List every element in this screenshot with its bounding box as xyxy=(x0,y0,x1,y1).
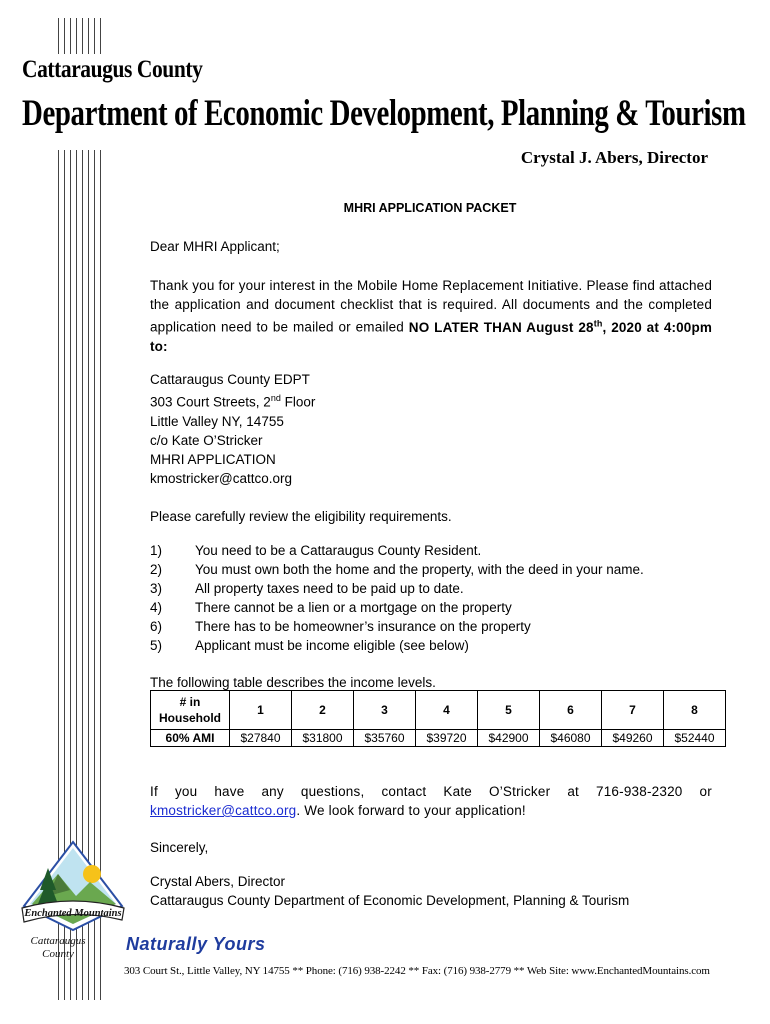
table-row xyxy=(151,730,726,747)
closing: Sincerely, xyxy=(150,840,209,855)
intro-paragraph xyxy=(150,276,712,356)
list-item: 4) There cannot be a lien or a mortgage on the property xyxy=(150,600,512,615)
department-title: Department of Economic Development, Planning & Tourism xyxy=(22,93,746,134)
mailing-address xyxy=(150,370,315,488)
list-item: 2) You must own both the home and the property, with the deed in your name. xyxy=(150,562,644,577)
table-header-cell: 8 xyxy=(664,691,726,730)
table-cell: $27840 xyxy=(230,730,292,747)
address-line: c/o Kate O’Stricker xyxy=(150,432,263,448)
table-header-row xyxy=(151,691,726,730)
address-line: Little Valley NY, 14755 xyxy=(150,413,284,429)
table-row-label: 60% AMI xyxy=(151,730,230,747)
county-name: Cattaraugus County xyxy=(22,56,203,83)
director-line: Crystal J. Abers, Director xyxy=(520,148,708,167)
table-header-cell: 6 xyxy=(540,691,602,730)
page-title: MHRI APPLICATION PACKET xyxy=(343,201,517,215)
list-item: 3) All property taxes need to be paid up to date. xyxy=(150,581,464,596)
sun-icon xyxy=(83,865,101,883)
svg-text:Enchanted Mountains: Enchanted Mountains xyxy=(24,908,122,919)
review-intro: Please carefully review the eligibility requirements. xyxy=(150,509,452,524)
list-item: 5) Applicant must be income eligible (see below) xyxy=(150,638,469,653)
questions-line: If you have any questions, contact Kate O’Stricker at 716-938-2320 or xyxy=(150,784,712,799)
table-cell: $35760 xyxy=(354,730,416,747)
table-header-cell: 5 xyxy=(478,691,540,730)
table-header-cell: 3 xyxy=(354,691,416,730)
address-line: MHRI APPLICATION xyxy=(150,451,276,467)
footer-contact: 303 Court St., Little Valley, NY 14755 ** Phone: (716) 938-2242 ** Fax: (716) 938-2779 ** Web Site: www.EnchantedMountains.com xyxy=(124,965,710,977)
table-cell: $31800 xyxy=(292,730,354,747)
tagline: Naturally Yours xyxy=(126,934,266,954)
table-cell: $39720 xyxy=(416,730,478,747)
table-cell: $52440 xyxy=(664,730,726,747)
list-item: 6) There has to be homeowner’s insurance on the property xyxy=(150,619,531,634)
contact-email-link[interactable]: kmostricker@cattco.org xyxy=(150,803,297,818)
deadline-text: NO LATER THAN August 28th, 2020 at 4:00pm to: xyxy=(150,318,712,354)
svg-text:Cattaraugus: Cattaraugus xyxy=(30,935,86,947)
table-cell: $46080 xyxy=(540,730,602,747)
income-table xyxy=(150,690,726,747)
table-cell: $42900 xyxy=(478,730,540,747)
table-header-cell: 1 xyxy=(230,691,292,730)
decorative-lines-top xyxy=(58,18,101,54)
table-intro: The following table describes the income levels. xyxy=(150,675,436,690)
table-header-cell: 7 xyxy=(602,691,664,730)
intro-text: Thank you for your interest in the Mobile Home Replacement Initiative. Please find attached the application and document checklist that is required. All documents and the completed application need to be mailed or emailed xyxy=(150,278,712,335)
table-header-cell: 2 xyxy=(292,691,354,730)
svg-text:County: County xyxy=(42,948,74,960)
table-cell: $49260 xyxy=(602,730,664,747)
enchanted-mountains-logo xyxy=(18,838,128,968)
table-header-label: # in Household xyxy=(151,691,230,730)
address-email: kmostricker@cattco.org xyxy=(150,470,292,486)
address-line: Cattaraugus County EDPT xyxy=(150,372,310,387)
address-line: 303 Court Streets, 2nd Floor xyxy=(150,393,316,410)
salutation: Dear MHRI Applicant; xyxy=(150,239,280,254)
signer-department: Cattaraugus County Department of Economic Development, Planning & Tourism xyxy=(150,893,630,908)
requirements-list xyxy=(150,541,644,655)
signer-name: Crystal Abers, Director xyxy=(150,874,286,889)
signature-block xyxy=(150,872,629,910)
table-header-cell: 4 xyxy=(416,691,478,730)
questions-line-2: kmostricker@cattco.org. We look forward to your application! xyxy=(150,803,526,818)
questions-paragraph xyxy=(150,782,712,820)
list-item: 1) You need to be a Cattaraugus County Resident. xyxy=(150,543,482,558)
